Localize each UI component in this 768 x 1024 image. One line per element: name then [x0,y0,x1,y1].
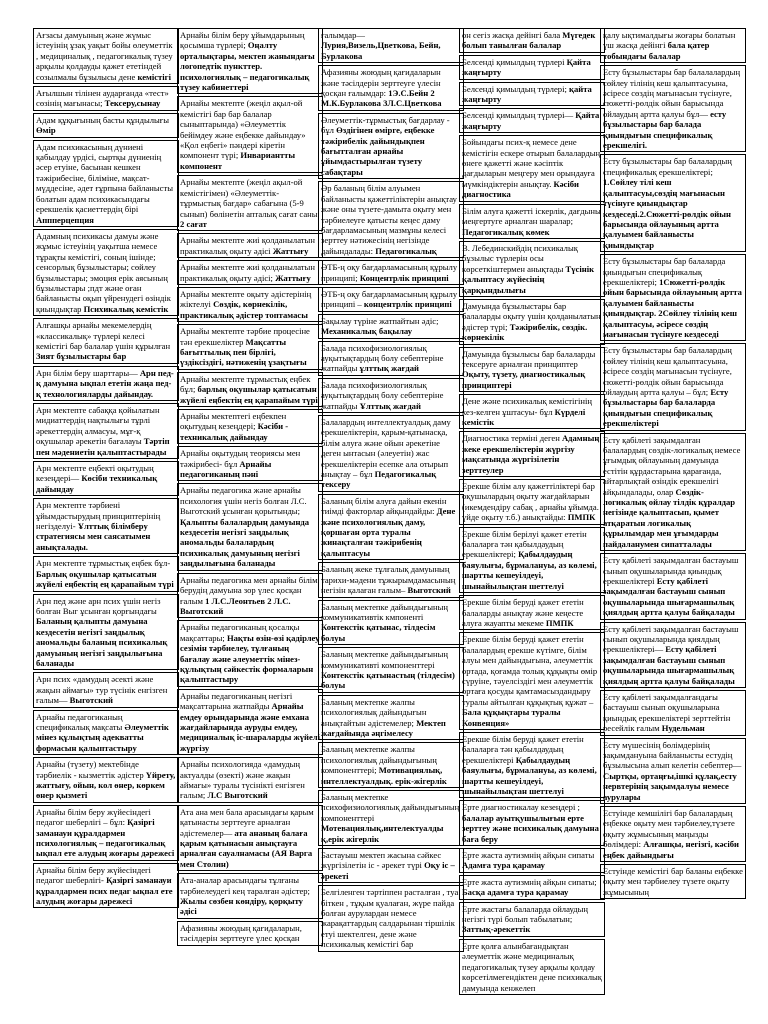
question-text: Арн мектепте сабаққа қойылатын мидиаттердің нақтылығы тұрлі әрекеттердің алмасуы, мұғ-қ оқушылар әрекетін бағалауы [36,405,160,447]
qa-cell [459,431,605,477]
answer-text: Выготский [407,585,451,596]
question-text: Арнайы білім беру ұйымдарының қосымша түрлері; [180,30,305,51]
question-text: Ата ана мен бала арасындағы қарым қатынасты зерттеуге арналған әдістемелер— [180,806,314,838]
qa-cell [600,622,746,688]
answer-text: Педагогикалық тексеру [321,469,437,490]
qa-cell [318,885,464,951]
qa-cell [33,594,179,671]
answer-text: Жылы сөзбен көндіру, қорқыту әдісі [180,896,303,917]
answer-text: Оқыту, түзету, диагностикалық принциптері [462,369,586,390]
question-text: Баланың мектепке психофизиологиялық дайындығының компоненттері [321,792,460,823]
qa-cell [33,757,179,803]
answer-text: Есту қабілеті зақымдалған бастауыш сынып оқушыларында шығармашылық қиялдың артта қалуы байқалады [603,575,735,618]
qa-cell [459,939,605,995]
answer-text: Баланың қалыпты дамуына кездесетін негізгі заңдылық аномальды баланың психикалық дамуының негізгі заңдылығына баланады [36,616,168,668]
question-text: Балада психофизиологиялық ауқытықтардың болу себептеріне жатпайды [321,342,444,374]
question-text: он сегіз жасқа дейінгі бала [462,30,561,40]
qa-cell [318,600,464,646]
question-text: Афазияны жоюдың қағидаларын, тәсілдерін зерттеуге үлес қосқан [180,922,302,944]
qa-cell [33,229,179,316]
question-text: Арн білім беру шарттары— [36,367,138,378]
qa-cell [459,527,605,593]
question-text: ғалымдар— [321,30,365,40]
qa-cell [459,632,605,730]
question-text: Білім алуға қажетті іскерлік, дағдыны меңгертуге арналған шаралар; [462,205,601,227]
question-text: Адам құқығының басты құндылығы [36,114,170,125]
question-text: Ерте диагностикалау кезеңдері ; [462,802,580,813]
answer-text: барлық оқушылар қатысатын жүйелі еңбектің ең қарапайым түрі [180,384,318,405]
qa-cell [318,181,464,258]
question-text: Ерте жастағы балаларда ойлаудың негізгі түрі болып табылатын; [462,903,588,925]
qa-cell [33,498,179,554]
qa-cell [318,341,464,376]
qa-cell [177,96,323,173]
qa-cell [177,757,323,803]
qa-cell [600,254,746,341]
question-text: Арнайы (түзету) мектебінде тәрбиелік - кызметтік әдістер [36,759,144,780]
qa-cell [318,848,464,883]
qa-cell [600,343,746,430]
answer-text: Сөздік-логикалық ойлау тілдік құралдар негізінде қалыптасып, қымет атқаратын логикалық құрылымдар мен ұғымдарды пайдаланумен сипатталады [603,486,736,549]
question-text: Арнайы психологияда «дамудың актуалды (өзекті) және жақын аймағы» туралы түсінікті енгізген ғалым; [180,759,305,801]
question-text: Арн мектепте еңбекті оқытудың кезеңдері— [36,463,154,484]
question-text: Арнайы білім беру жүйесіндегі педагог шеберлігі- [36,864,151,886]
question-text: Есту қабілеті зақымдалғандағы бастауыш сынып оқушыларына қиындық ерекшеліктері зерттейтін ресейлік ғалым [603,691,731,734]
question-text: Бақылау түріне жатпайтын әдіс; [321,315,439,326]
question-text: Ата-аналар арасындағы тұлғаны тәрбиелеудегі кең таралған әдістер; [180,875,310,896]
answer-text: Ұлттық жағдай [359,400,421,411]
question-text: Арнайы педагогика мен арнайы білім берудің дамуына зор үлес қосқан ғалым [180,574,318,606]
answer-text: Қайта жаңғырту [462,110,600,131]
answer-text: 1Э.С.Бейн 2 М.К.Бурлакова 3Л.С.Цветкова [321,88,442,109]
qa-cell [33,672,179,707]
question-text: Афазияны жоюдың қағидаларын және тәсілдерін зерттеуге үлесін қосқан ғалымдар: [321,67,441,99]
question-text: Белгіленген тәртіппен расталған , туа біткен , тұқым қуалаған, жүре пайда болған аурулардан немесе жарақаттардың салдарынан тіршілік етуі шектелген, дене және психикалық кемістігі бар [321,887,459,950]
question-text: Арнайы мектепте жиі қолданылатын практикалық оқыту әдісі [180,235,315,256]
answer-text: Лурия,Визель,Цветкова, Бейн, Бурлакова [321,40,441,61]
question-text: Баланың жеке тұлғалық дамуының тарихи-мәдени тұжырымдамасының негізін қалаған ғалым– [321,564,456,596]
question-text: Диагностика терміні деген [462,433,560,444]
answer-text: Арн пед-қ дамуына ықпал ететін жаңа пед-қ технологияларды дайындау. [36,367,174,399]
qa-cell [318,742,464,788]
answer-text: Арнайы емдеу орындарында және емхана жағдайларында ауруды емдеу, медициналық іс-шараларды жүйелі жүргізу [180,701,320,753]
answer-text: Есту қабілеті зақымдалған бастауыш сынып оқушыларында шығармашылық қиялдың артта қалуы байқалады [603,644,735,686]
answer-text: 1.Сөйлеу тілі кеш қалыптасуы,сөздің мағынасын түсінуге қиындықтар кездеседі.2.Сюжетті-рөлдік ойын барысында ойлауының артта қалуымен байланысты қиындықтар [603,177,731,250]
qa-cell [600,806,746,862]
answer-text: Заттық-әрекеттік [462,924,531,935]
answer-text: Мүгедек болып танылған балалар [462,30,596,51]
qa-cell [600,28,746,63]
answer-text: Барлық оқушылар қатысатын жүйелі еңбектің ең қарапайым түрі [36,568,174,590]
qa-cell [459,28,605,53]
question-text: Есту бұзылыстары бар балалалардың сөйлеу тілінің кеш қалыптасуына, әсіресе сөздің мағынасын түсінуге, сюжетті-рөлдік ойын барысында ойлаудың артта қалуы бұл— [603,67,741,119]
answer-text: Педагогикалық [375,245,437,256]
qa-cell [600,738,746,804]
qa-cell [318,647,464,693]
qa-cell [459,204,605,239]
answer-text: Үйрету, жаттығу, ойын, кол өнер, көркем өнер қызметі [36,769,176,801]
answer-text: кемістігі [137,71,171,82]
question-text: Арнайы мектептегі еңбекпен оқытудың кезеңдері; [180,411,287,432]
question-text: Бойындағы псих-қ немесе дене кемістігін ескере отырып балалардың өнеге қажетті және кәсіптік дағдыларын меңгеру мен орындауға мүмкіндіктерін анықтау. [462,137,601,189]
qa-cell [33,403,179,459]
question-text: Ерекше білім берілуі қажет ететін балаларға тән қабылдаудың ерекшеліктері; [462,528,587,560]
question-text: Баланың мектепке дайындығының коммуникативті компоненттері [321,649,449,670]
qa-cell [33,366,179,401]
answer-text: Қазіргі заманауи құралдармен псих педаг ықпал ете алудың жоғары дәрежесі [36,875,173,907]
qa-cell [177,372,323,407]
qa-cell [459,299,605,345]
answer-text: Контекстік қатынас, тілдесім болуы [321,622,436,643]
answer-text: Түсінік қалыптасу жүйесінің қарқындылығы [462,263,595,295]
qa-cell [318,28,464,63]
qa-cell [459,241,605,297]
question-text: Арнайы мектепте тұрмыстық еңбек бұл; [180,373,311,395]
answer-text: Оқу іс – әрекеті [321,860,455,881]
qa-cell [459,394,605,429]
question-text: Арн мектепте тұрмыстық еңбек бұл- [36,558,171,569]
answer-text: Мотевациялық,интелектуалды қ,ерік жігерлік [321,823,444,844]
question-text: Арнайы мектепте тәрбие процесіне тән ерекшеліктер [180,326,310,347]
qa-cell [177,260,323,285]
question-text: Баланың білім алуға дайын екенін тиімді факторлар айқындайды: [321,495,447,517]
qa-cell [33,805,179,861]
answer-text: Кәсіби - техникалық дайындау [180,421,289,442]
column-5 [600,28,746,1024]
question-text: Белсенді қимылдың түрлері [462,56,565,67]
answer-text: Концентрлік принципі [359,272,449,283]
answer-text: балалар ауытқушылығын ерте зерттеу және психикалық дамуына баға беру [462,812,599,844]
qa-cell [177,921,323,946]
answer-text: Оңалту орталықтары, мектеп жанындағы логопедтік пункттер. психологиялық – педагогикалық түзеу кабинеттері [180,40,315,93]
answer-text: Тәжірибелік, сөздік. көрнекілік [462,321,588,343]
qa-cell [177,175,323,231]
question-text: Ерекше білім беруді қажет ететін балаларға тән қабылдаудың ерекшеліктері [462,733,584,765]
qa-cell [459,82,605,107]
qa-cell [600,65,746,152]
qa-cell [177,620,323,686]
answer-text: Мақсатты бағыттылық пен бірлігі, үздіксіздігі, нәтиженің ұзақтығы [180,336,307,368]
question-text: Естуінде кемістігі бар баланы еңбекке оқыту мен тәрбиелеу түзете оқыту жұмысының [603,866,743,897]
qa-cell [33,113,179,138]
answer-text: Күрделі кемістік [462,406,586,427]
qa-cell [177,689,323,755]
answer-text: Дене және психологиялық даму, қоршаған орта туралы жинақталған тәжірибенің қалыптасуы [321,506,456,558]
answer-text: Бала құқықтары туралы Конвенция» [462,707,561,728]
question-text: Есту бұзылыстары бар балалардың сөйлеу тілінің кеш қалыптасуына, әсіресе сөздің мағынасын түсінуге, сюжетті-рөлдік ойын барысында ойлаудың артта қалуы – бұл; [603,345,732,397]
answer-text: Нақты өзін-өзі қадірлеу сезімін тәрбиелеу, тұлғаның бағалау және әлеуметтік мінез-құлықтың сәйкестік формаларын қалыптастыру [180,632,320,685]
answer-text: Педагогикалық көмек [462,226,550,237]
column-4 [459,28,605,1024]
question-text: Дене және психикалық кемістігінің кез-келген ұштасуы- бұл [462,396,592,417]
qa-cell [318,378,464,413]
answer-text: ата ананың балаға қарым қатынасын анықтауға арналған сауалнамасы (АЯ Варга мен Столин) [180,827,313,869]
answer-text: Тексеру,сынау [104,98,161,109]
answer-text: Жаттығу [272,245,309,256]
answer-text: есту бұзылыстары бар балада қиындығын спецификалық ерекшелігі. [603,108,727,151]
qa-cell [318,65,464,111]
qa-cell [459,595,605,630]
qa-cell [459,108,605,133]
answer-text: Алғашқы, негізгі, кәсіби еңбек дайындығы [603,839,739,860]
question-text: Арнайы білім беру жүйесіндегі педагог шеберлігі – бұл: [36,806,151,828]
answer-text: Әлеуметтік мінез құлықтың адекватты формасын қалыптастыру [36,721,169,753]
qa-cell [177,483,323,570]
question-text: Арн мектепте тәрбиені ұйымдастырудың принциптерінің негізделуі- [36,500,161,532]
answer-text: Жаттығу [275,272,311,283]
answer-text: Тәртіп пен мәдениетін қалыптастырады [36,436,170,457]
answer-text: Кәсіби диагностика [462,178,580,200]
question-text: Ерекше білім алу қажеттіліктері бар оқушылардың оқыту жағдайларын (икемдендіру сабақ , арнайы ұйымда. үйде оқыту т.б.) анықтайды: [462,481,599,523]
qa-cell [177,409,323,444]
answer-text: Қалыпты балалардың дамуында кездесетін негізгі заңдылық аномальды балалардың психикалық дамуының негізгі заңдылығына баланады [180,516,310,569]
qa-cell [459,902,605,937]
question-text: ӘТБ-ң оқу бағдарламасының құрылу принципі – [321,288,458,310]
qa-cell [33,863,179,909]
answer-text: Адамның жеке ерекшеліктерін жүргізу мақсатында жүргізілетін зерттеулер [462,433,600,475]
answer-text: Сөздік, көрнекілік, практикалық әдістер топтамасы [180,299,308,320]
question-text: Дамуында бұзылысы бар балаларды тексеруге арналған принциптер [462,348,596,369]
question-text: Ерте жаста аутизмнің айқын сипаты; [462,876,597,887]
question-text: Ерекше білім берудi қажет ететін балаларды анықтау және кеңесте алуға жауапты мекеме [462,597,584,628]
question-text: Есту бұзылыстары бар балалардың спецификалық ерекшеліктері; [603,156,732,177]
answer-text: Механикалық бақылау [321,326,413,337]
question-text: Арнайы педагогиканың негізгі мақсаттарына жатпайды [180,690,293,712]
question-text: Адамның психикасы дамуы және жұмыс істеуінің уақытша немесе тұрақты кемістігі, соның ішінде; сенсорлық бұзылыстары; сөйлеу бұзылыстары; эмоция ерік аясының бұзылыстары ;пдт және оған байланысты оқып үйренудегі өзіндік қиындықтар [36,230,171,314]
answer-text: Есту бұзылыстары бар балаларда қиындығын спецификалық ерекшеліктері [603,387,729,429]
qa-cell [459,135,605,201]
answer-text: ұлттық жағдай [359,363,420,374]
question-text: Алғашқы арнайы мекемелердің «классикалық» түрлері келесі кемістігі бар балалар үшін құрылған [36,320,171,351]
qa-cell [459,479,605,525]
answer-text: Басқа адамға тура қарамау [462,887,569,898]
column-2 [177,28,323,1024]
question-text: Әлеуметтік-тұрмыстық бағдарлау - бұл [321,114,450,136]
question-text: Ағылшын тілінен аударғанда «тест» сөзінің мағынасы; [36,88,169,109]
qa-cell [177,287,323,322]
question-text: Есту бұзылыстары бар балаларда қиындығын спецификалық ерекшеліктері; [603,256,726,287]
answer-text: Контекстік қатынастың (тілдесім) болуы [321,669,455,691]
qa-cell [318,314,464,339]
qa-cell [177,805,323,871]
question-text: В. Лебединскийдің психикалық бұзылыс түрлерін осы көрсеткіштермен анықтады [462,242,578,274]
answer-text: Выготский [69,695,113,706]
question-text: Арнайы педагогиканың қосалқы мақсаттары; [180,622,300,643]
question-text: Есту мүшесінің бөлімдерінің зақымдануына байланысты естудің бұзылысына алып келетін себептер— [603,739,742,771]
answer-text: 2 сағат [180,218,207,229]
answer-text: Қазіргі заманауи құралдармен психологиялық – педагогикалық ықпал ете алудың жоғары дәрежесі [36,817,175,859]
qa-cell [459,55,605,80]
qa-cell [318,562,464,597]
question-text: Белсенді қимылдың түрлері— [462,110,574,121]
answer-text: Өздігінен өмірге, еңбекке тәжірибелік дайындықпен бағытталған арнайы ұйымдастырылған түзету сабақтары [321,125,435,177]
question-text: Баланың мектепке жалпы психологиялық дайындығының компоненттері; [321,744,437,776]
question-text: Есту қабілеті зақымдалған бастауыш сынып оқушыларында қиялдың ерекшеліктері— [603,623,739,655]
qa-cell [459,875,605,900]
question-text: Адам психикасының дүниені қабылдау үрдісі, сыртқы дүниенің әсер етуіне, басынан кешкен тәжірибесіне, біліміне, мақсат-мүддесіне, әдет ғұрпына байланысты болатын адам психикасындағы ерекшелік қасиеттердің бірі [36,141,173,215]
column-3 [318,28,464,1024]
qa-cell [33,710,179,756]
answer-text: Психикалық кемістік [83,303,169,314]
question-text: Дамуында бұзылыстары бар балаларды оқыту үшін қолданылатын әдістер түрі; [462,300,601,332]
qa-cell [318,260,464,285]
question-text: Арнайы педагогиканың спецификалық мақсаты [36,711,123,732]
answer-text: 1Сюжетті-рөлдік ойын барысында ойлауының артта қалуымен байланысты қиындықтар. 2Сөйлеу тілінің кеш қалыптасуы, әсіресе сөздің мағынасын түсінуге кездеседі [603,276,742,339]
question-text: Балада психофизиологиялық ауқытықтардың болу себептеріне жатпайды [321,379,444,411]
qa-cell [459,732,605,798]
qa-cell [318,790,464,846]
answer-text: Мотивациялық, интеллектуалдық. ерік-жігерлік [321,765,447,786]
qa-cell [33,318,179,364]
answer-text: ПМПК [567,512,596,523]
answer-text: Қайта жаңғырту [462,56,591,78]
qa-cell [318,695,464,741]
answer-text: Сыртқы, ортаңғы,ішкі құлақ,есту нервтерінің зақымдалуы немесе аурулары [603,770,737,802]
answer-text: Арнайы педагогиканың пәні [180,458,272,480]
question-text: Арнайы мектепте оқыту әдістерінің жіктелуі [180,288,312,310]
question-text: Естуінде кемшілігі бар балалардың еңбекке оқыту мен тәрбиелеу,түзете оқыту жұмысының маңызды бөлімдері: [603,808,735,850]
qa-cell [33,28,179,84]
qa-cell [600,864,746,899]
question-text: Есту қабілеті зақымдалған бастауыш сынып оқушыларында қиындық ерекшеліктері [603,555,739,586]
qa-cell [459,848,605,873]
answer-text: Көсіби техникалық дайындау [36,473,158,494]
answer-text: Инвариантты компонент [180,150,296,171]
answer-text: Мектеп жағдайында әңгімелесу [321,717,446,738]
qa-cell [33,140,179,227]
qa-cell [318,494,464,560]
qa-cell [177,873,323,919]
qa-cell [177,233,323,258]
question-text: Әр баланың білім алуымен байланысты қажеттіліктерін анықтау және оны түзете-дамыта оқыту мен тәрбиелеуге қатысты кеңес даму бағдарламасының мазмұны келесі зерттеу нәтижесінің негізінде дайындалады: [321,183,457,256]
qa-cell [33,461,179,496]
question-text: ӘТБ-ң оқу бағдарламасының құрылу принципі; [321,262,458,283]
column-1 [33,28,179,1024]
answer-text: Л.С Выготский [207,790,268,801]
answer-text: Нудельман [661,723,705,734]
question-text: Арнайы мектепте (жеңіл ақыл-ой кемістігімен) «Әлеуметтік-тұрмыстық бағдар» сабағына (5-9 сынып) бөлінетін апталық сағат саны [180,177,318,219]
question-text: Арнайы педагогика және арнайы психология үшін негіз болған Л.С. Выготский ұсынған қорытынды; [180,485,307,517]
qa-cell [177,324,323,370]
question-text: Белсенді қимылдың түрлері; [462,83,567,94]
question-text: қалу ықтималдығы жоғары болатын үш жасқа дейінгі [603,30,736,51]
qa-cell [600,690,746,736]
qa-cell [459,800,605,846]
question-text: Арнайы оқытудың теориясы мен тәжірибесі- бұл [180,448,301,469]
qa-cell [459,347,605,393]
answer-text: Қабылдаудың баяулығы, бұрмалануы, аз көлемі, шартты кешеуілдеуі, шынайылықтан шеттелуі [462,754,597,796]
question-text: Арнайы мектепте (жеңіл ақыл-ой кемістігі бар бар балалар сыныптарында) «Әлеуметтік бейімдеу және еңбекке дайындау» «Қол еңбегі» пәндері кіретін компонент түрі; [180,98,306,161]
question-text: Баланың мектепке дайындығының коммуникативтік кмпоненті [321,601,449,622]
question-text: Арнайы мектепте жиі қолданылатын практикалық оқыту әдісі; [180,262,315,283]
question-text: Балалардың интеллектуалдық даму ерекшеліктерін, қарым-қатынасқа, білім алуға және ойын әрекетіне деген ынтасын (әлеуетін) жас ерекшеліктерін есепке ала отырып анықтау – бұл [321,417,451,480]
qa-cell [318,415,464,492]
answer-text: концентрлік принципі [363,299,452,310]
qa-cell [600,433,746,551]
qa-cell [33,556,179,591]
answer-text: Қабылдаудың баяулығы, бұрмалануы, аз көлемі, шартты кешеуілдеуі, шынайылықтан шеттелуі [462,549,597,591]
answer-text: 1 Л.С.Леонтьев 2 Л.С. Выготский [180,595,291,616]
question-text: Есту қабілеті зақымдалған балалардың сөздік-логикалық немесе ұғымдық ойлауының дамуында естітін құрдастарына қарағанда, айтарлықтай өзіндік ерекшелігі айқындалады, олар [603,434,741,497]
answer-text: Адамға тура қарамау [462,860,545,871]
qa-cell [177,446,323,481]
answer-text: Аппперцепция [36,214,94,225]
qa-cell [177,573,323,619]
question-text: Ерте жаста аутизмнің айқын сипаты [462,850,595,861]
answer-text: Зият бұзылыстары бар [36,351,127,362]
question-text: Баланың мектепке жалпы психологиялық дайындығын анықтайтын әдістемелер; [321,696,427,728]
qa-cell [600,553,746,619]
answer-text: бала қатер тобындағы балалар [603,40,710,61]
qa-cell [318,113,464,179]
qa-cell [600,154,746,252]
question-text: Ағзасы дамуының және жүмыс істеуінің ұзақ уақыт бойы өлеуметтік , медициналық , педагогикалық түзеу арқылы қолдауды қажет ететіндей созылмалы бұзылысы дене [36,30,173,82]
qa-cell [177,28,323,94]
answer-text: ПМПК [545,617,574,628]
qa-cell [318,287,464,312]
answer-text: қайта жаңғырту [462,83,592,105]
question-text: Арн псих «дамудың әсекті және жақын аймағы» тур түсінік енгізген ғалым— [36,674,168,706]
answer-text: Өмір [36,125,56,136]
question-text: Арн пед және арн псих үшін негіз болған Выг ұсынған қорғындағы [36,595,161,616]
question-text: Ерте қолға алынбағандықтан әлеуметтік және медициналық педагогикалық түзеу арқылы қолдау көрсетілмегендіктен дене психикалық дамуында кенжелеп [462,940,602,993]
question-text: Бастауыш мектеп жасына сәйкес жүргізілетін іс - әрекет түрі [321,850,442,871]
question-text: Ерекше білім беруді қажет ететін балалардың ерекше күтімге, білім алуы мен дайындығына, әлеуметтік ортада, қоғамда толық құқықты өмір сүруіне, тәуелсіздігі мен әлеуметтік ортаға қосуды қамтамасыздандыру туралы айтылған құқықтық құжат – [462,634,598,707]
qa-cell [33,86,179,111]
answer-text: Ұлттық білімберу стратегиясы мен саясатымен анықталады. [36,521,151,552]
